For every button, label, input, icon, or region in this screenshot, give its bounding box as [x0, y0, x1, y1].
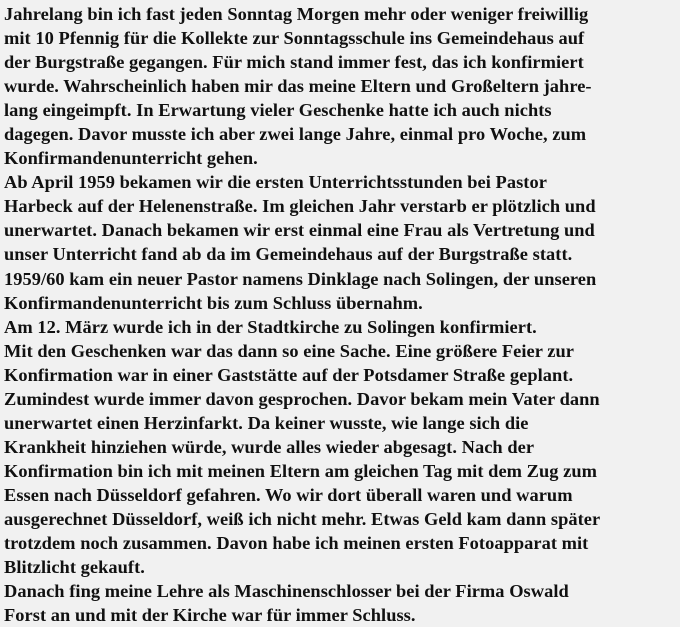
text-line: Konfirmandenunterricht gehen.	[4, 148, 258, 169]
text-line: Jahrelang bin ich fast jeden Sonntag Morgen mehr oder weniger freiwillig	[4, 4, 589, 24]
text-line: Essen nach Düsseldorf gefahren. Wo wir dort überall waren und warum	[4, 484, 573, 505]
text-block	[4, 2, 674, 627]
text-line: Danach fing meine Lehre als Maschinenschlosser bei der Firma Oswald	[4, 581, 569, 602]
text-line: Konfirmation bin ich mit meinen Eltern am gleichen Tag mit dem Zug zum	[4, 460, 598, 481]
text-line: ausgerechnet Düsseldorf, weiß ich nicht mehr. Etwas Geld kam dann später	[4, 508, 601, 529]
text-line: mit 10 Pfennig für die Kollekte zur Sonntagsschule ins Gemeindehaus auf	[4, 28, 585, 49]
text-line: trotzdem noch zusammen. Davon habe ich meinen ersten Fotoapparat mit	[4, 533, 589, 554]
text-line: wurde. Wahrscheinlich haben mir das meine Eltern und Großeltern jahre-	[4, 76, 592, 97]
text-line: der Burgstraße gegangen. Für mich stand immer fest, das ich konfirmiert	[4, 52, 584, 73]
text-line: Mit den Geschenken war das dann so eine Sache. Eine größere Feier zur	[4, 340, 574, 361]
text-line: Ab April 1959 bekamen wir die ersten Unterrichtsstunden bei Pastor	[4, 172, 547, 193]
text-line: Am 12. März wurde ich in der Stadtkirche zu Solingen konfirmiert.	[4, 316, 537, 337]
text-line: Konfirmandenunterricht bis zum Schluss übernahm.	[4, 292, 423, 313]
text-line: Blitzlicht gekauft.	[4, 557, 145, 578]
text-line: lang eingeimpft. In Erwartung vieler Geschenke hatte ich auch nichts	[4, 100, 552, 121]
text-line: Krankheit hinziehen würde, wurde alles wieder abgesagt. Nach der	[4, 436, 535, 457]
text-line: 1959/60 kam ein neuer Pastor namens Dinklage nach Solingen, der unseren	[4, 268, 597, 289]
text-line: dagegen. Davor musste ich aber zwei lange Jahre, einmal pro Woche, zum	[4, 124, 587, 145]
text-line: Zumindest wurde immer davon gesprochen. Davor bekam mein Vater dann	[4, 388, 600, 409]
text-line: Konfirmation war in einer Gaststätte auf der Potsdamer Straße geplant.	[4, 364, 574, 385]
text-line: unerwartet. Danach bekamen wir erst einmal eine Frau als Vertretung und	[4, 220, 595, 241]
text-line: Forst an und mit der Kirche war für immer Schluss.	[4, 605, 416, 626]
text-line: unser Unterricht fand ab da im Gemeindehaus auf der Burgstraße statt.	[4, 244, 573, 265]
text-line: unerwartet einen Herzinfarkt. Da keiner wusste, wie lange sich die	[4, 412, 529, 433]
text-line: Harbeck auf der Helenenstraße. Im gleichen Jahr verstarb er plötzlich und	[4, 196, 596, 217]
